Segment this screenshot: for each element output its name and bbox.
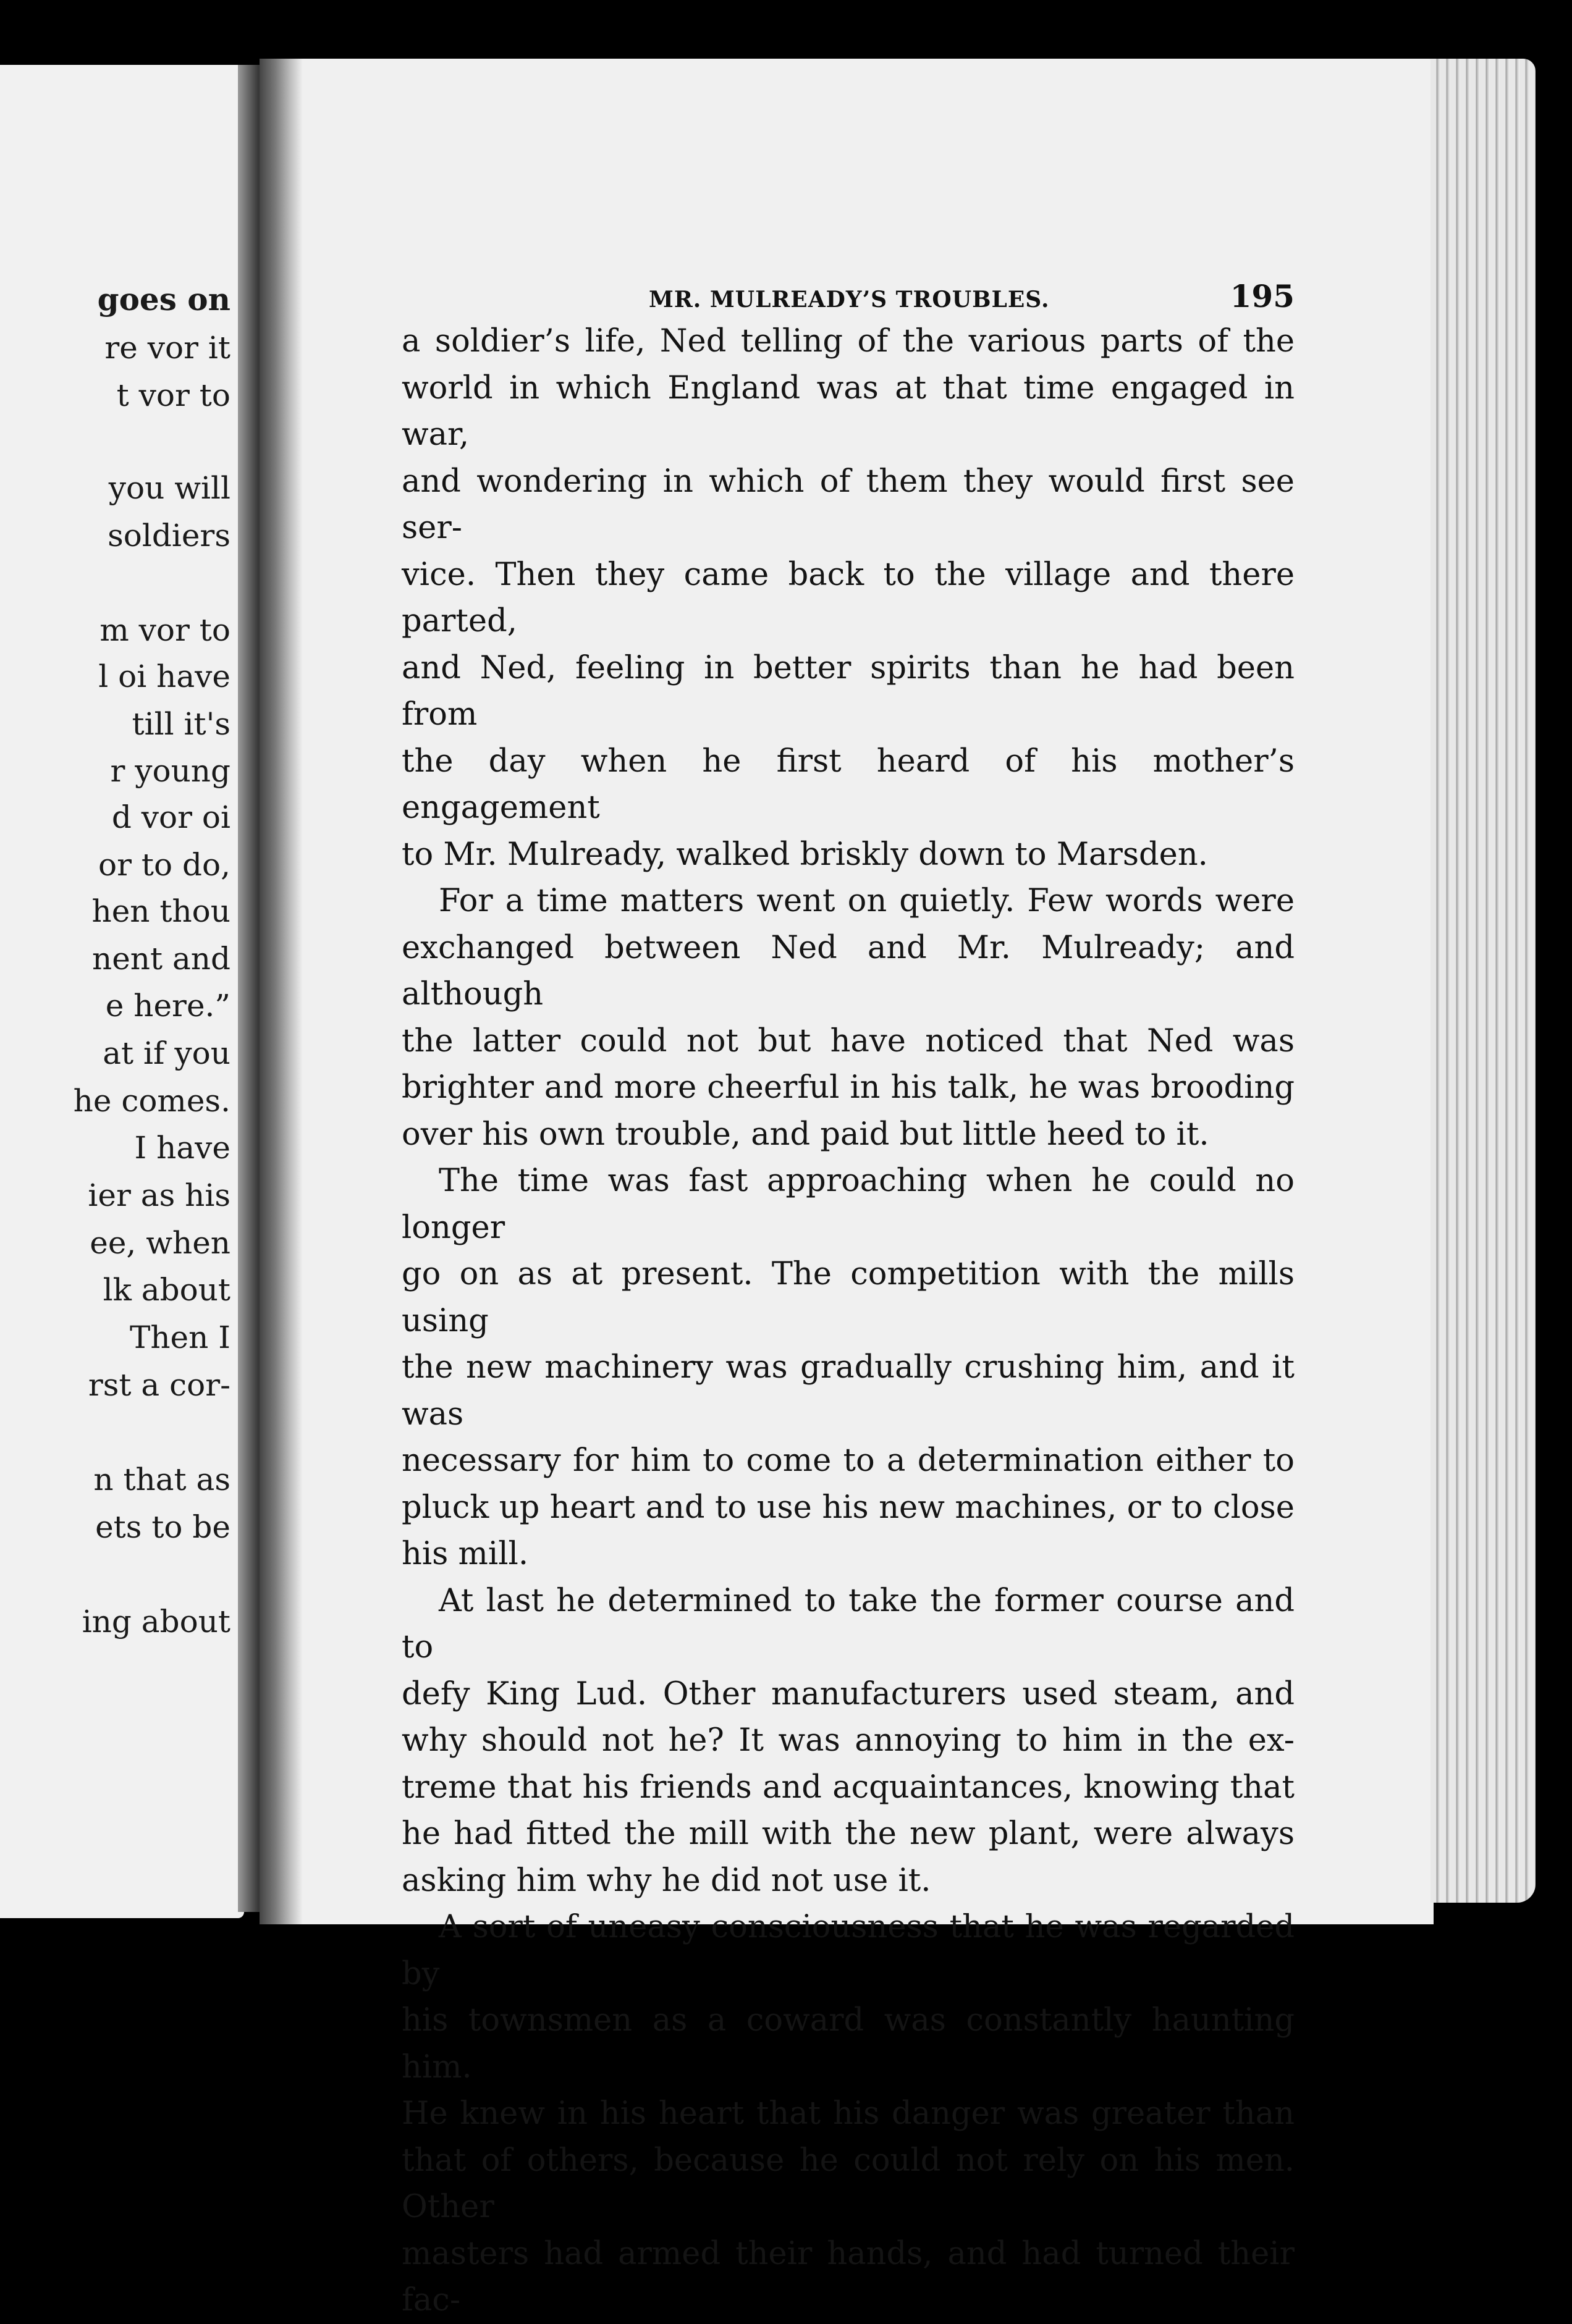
text-line: and wondering in which of them they would first see ser- (402, 463, 1295, 546)
text-line: asking him why he did not use it. (402, 1862, 931, 1899)
left-page-fragment: d vor oi (111, 799, 230, 835)
text-line: and Ned, feeling in better spirits than he had been from (402, 649, 1295, 733)
text-line: exchanged between Ned and Mr. Mulready; and although (402, 929, 1295, 1013)
text-line: necessary for him to come to a determination either to (402, 1442, 1295, 1479)
text-line: brighter and more cheerful in his talk, he was brooding (402, 1069, 1295, 1106)
left-page-fragment: ets to be (95, 1509, 230, 1545)
left-page-fragment: n that as (93, 1462, 230, 1497)
text-line: go on as at present. The competition with the mills using (402, 1256, 1295, 1339)
left-page-fragment: till it's (132, 706, 230, 742)
left-page-fragment: nent and (92, 941, 230, 977)
text-line: He knew in his heart that his danger was greater than (402, 2095, 1295, 2132)
text-line: The time was fast approaching when he could no longer (402, 1163, 1295, 1246)
text-line: world in which England was at that time engaged in war, (402, 369, 1295, 453)
text-line: defy King Lud. Other manufacturers used steam, and (402, 1675, 1295, 1712)
left-page-fragment: you will (108, 470, 230, 506)
left-page-fragment: he comes. (73, 1083, 230, 1119)
left-page-fragment: re vor it (104, 330, 230, 366)
text-line: pluck up heart and to use his new machines, or to close (402, 1489, 1295, 1526)
text-line: his townsmen as a coward was constantly haunting him. (402, 2002, 1295, 2086)
page-number: 195 (1230, 278, 1295, 314)
text-line: treme that his friends and acquaintances, knowing that (402, 1769, 1295, 1806)
left-page-fragment: Then I (130, 1320, 230, 1355)
text-line: that of others, because he could not rely on his men. Other (402, 2142, 1295, 2225)
left-page-fragment: hen thou (91, 893, 230, 929)
page-edges (1430, 59, 1536, 1903)
text-line: his mill. (402, 1536, 529, 1572)
left-page-fragment: ee, when (90, 1225, 230, 1261)
text-line: why should not he? It was annoying to him in the ex- (402, 1722, 1295, 1759)
left-page-fragment: rst a cor- (88, 1367, 230, 1403)
left-page-fragment: l oi have (98, 659, 230, 694)
text-line: a soldier’s life, Ned telling of the various parts of the (402, 323, 1295, 360)
gutter-stain (260, 59, 303, 1924)
left-page (0, 65, 244, 1918)
left-page-fragment: at if you (103, 1035, 230, 1071)
text-line: the new machinery was gradually crushing him, and it was (402, 1349, 1295, 1433)
page-header (649, 278, 1295, 314)
text-line: For a time matters went on quietly. Few words were (439, 883, 1295, 919)
text-line: vice. Then they came back to the village and there parted, (402, 556, 1295, 639)
body-text (402, 318, 1295, 2324)
left-page-fragment: m vor to (99, 612, 230, 648)
text-line: At last he determined to take the former course and to (402, 1582, 1295, 1665)
left-page-fragment: ing about (82, 1604, 230, 1640)
running-head: MR. MULREADY’S TROUBLES. (649, 287, 1050, 313)
text-line: masters had armed their hands, and had turned their fac- (402, 2235, 1295, 2318)
left-page-fragment: e here.” (105, 988, 230, 1024)
left-page-fragment: ier as his (88, 1177, 230, 1213)
text-line: A sort of uneasy consciousness that he was regarded by (402, 1909, 1295, 1992)
text-line: he had fitted the mill with the new plant, were always (402, 1816, 1295, 1852)
left-page-fragment: goes on (97, 281, 230, 318)
text-line: the latter could not but have noticed that Ned was (402, 1022, 1295, 1059)
text-line: over his own trouble, and paid but little heed to it. (402, 1116, 1209, 1153)
left-page-fragment: lk about (103, 1272, 230, 1308)
left-page-fragment: t vor to (116, 377, 230, 413)
text-line: to Mr. Mulready, walked briskly down to Marsden. (402, 836, 1208, 873)
left-page-fragment: I have (134, 1130, 230, 1166)
left-page-fragment: r young (110, 753, 230, 789)
left-page-fragment: soldiers (108, 518, 230, 554)
left-page-fragment: or to do, (98, 847, 230, 883)
text-line: the day when he first heard of his mother’s engagement (402, 743, 1295, 826)
